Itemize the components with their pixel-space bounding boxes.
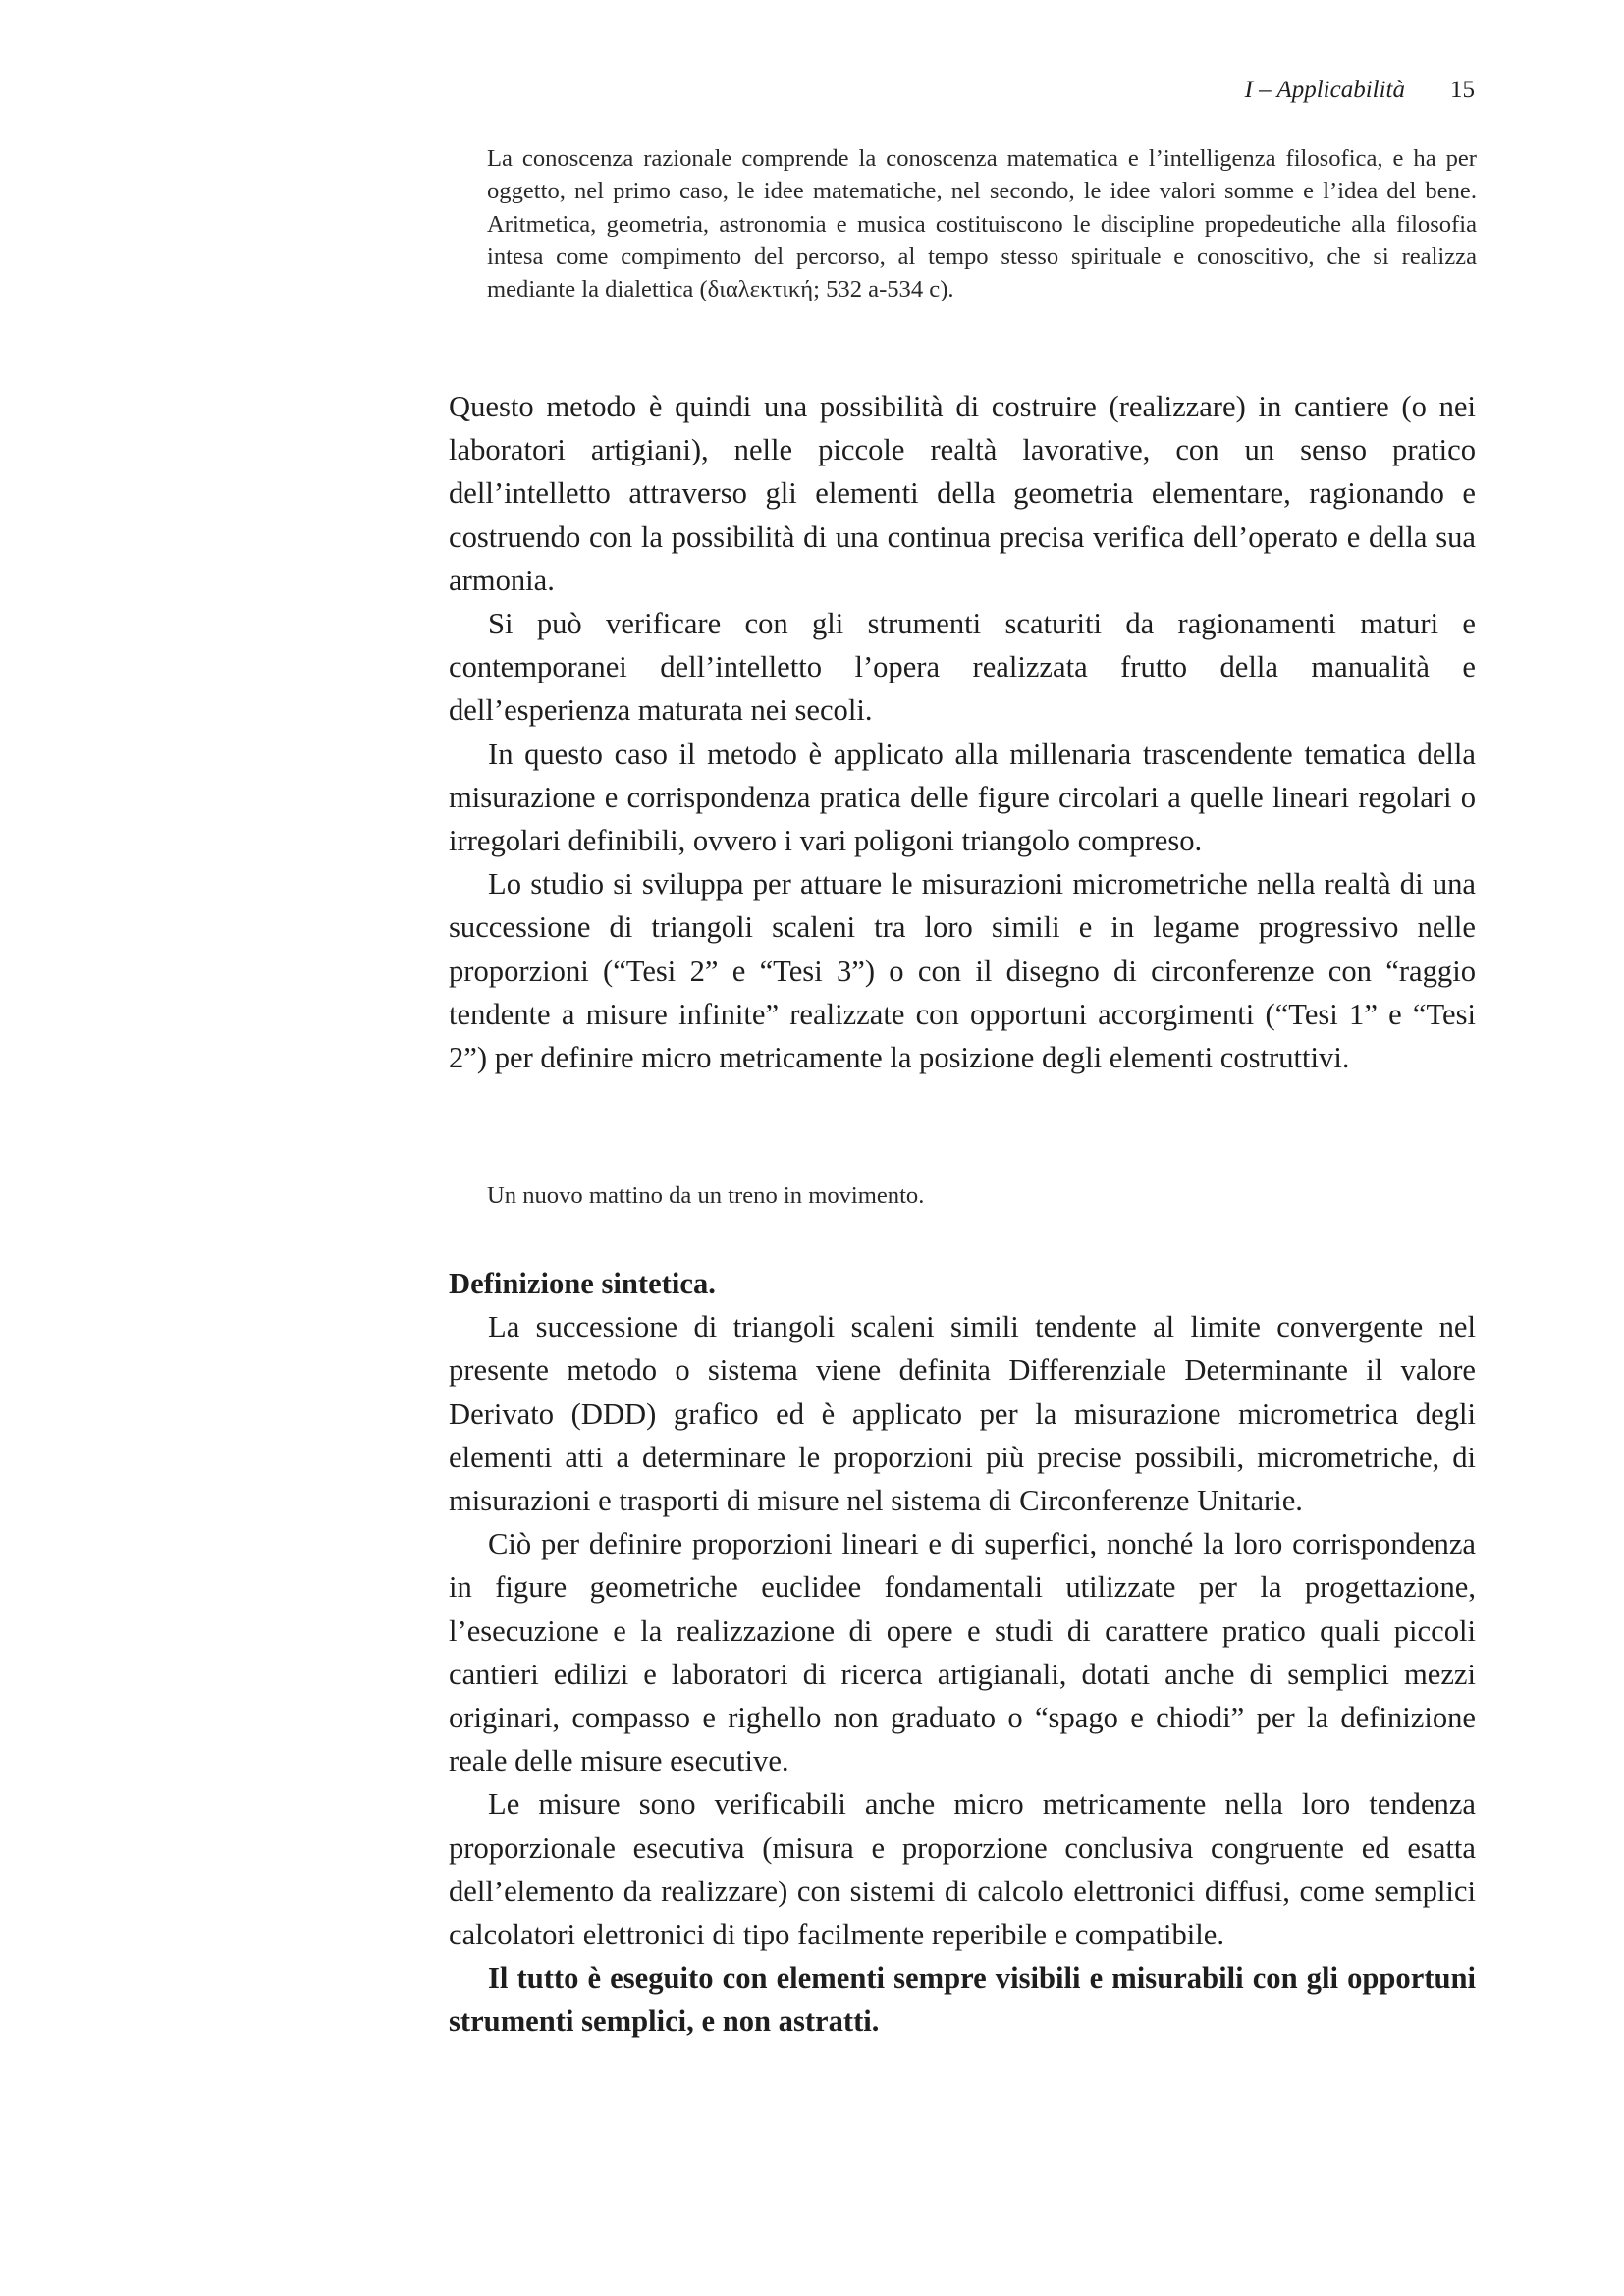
body-paragraph: Si può verificare con gli strumenti scaturiti da ragionamenti maturi e contemporanei dell’intelletto l’opera realizzata frutto della manualità e dell’esperienza maturata nei secoli.: [449, 607, 1476, 728]
section-paragraph-bold: Il tutto è eseguito con elementi sempre visibili e misurabili con gli opportuni strumenti semplici, e non astratti.: [449, 1961, 1476, 2039]
block-quote-text: La conoscenza razionale comprende la conoscenza matematica e l’intelligenza filosofica, e ha per oggetto, nel primo caso, le idee matematiche, nel secondo, le idee valori somme e l’idea del bene. Aritmetica, geometria, astronomia e musica costituiscono le discipline propedeutiche alla filosofia intesa come compimento del percorso, al tempo stesso spirituale e conoscitivo, che si realizza mediante la dialettica (διαλεκτική; 532 a-534 c).: [487, 145, 1477, 303]
section-paragraph: La successione di triangoli scaleni simili tendente al limite convergente nel presente metodo o sistema viene definita Differenziale Determinante il valore Derivato (DDD) grafico ed è applicato per la misurazione micrometrica degli elementi atti a determinare le proporzioni più precise possibili, micrometriche, di misurazioni e trasporti di misure nel sistema di Circonferenze Unitarie.: [449, 1310, 1476, 1518]
block-quote: [487, 142, 1477, 305]
body-paragraph: Questo metodo è quindi una possibilità di costruire (realizzare) in cantiere (o nei laboratori artigiani), nelle piccole realtà lavorative, con un senso pratico dell’intelletto attraverso gli elementi della geometria elementare, ragionando e costruendo con la possibilità di una continua precisa verifica dell’operato e della sua armonia.: [449, 390, 1476, 597]
section-heading: Definizione sintetica.: [449, 1267, 716, 1300]
section-paragraph: Le misure sono verificabili anche micro metricamente nella loro tendenza proporzionale esecutiva (misura e proporzione conclusiva congruente ed esatta dell’elemento da realizzare) con sistemi di calcolo elettronici diffusi, come semplici calcolatori elettronici di tipo facilmente reperibile e compatibile.: [449, 1787, 1476, 1952]
running-head-section: I – Applicabilità: [1244, 77, 1405, 103]
body-text: [449, 385, 1476, 1079]
section-paragraph: Ciò per definire proporzioni lineari e di superfici, nonché la loro corrispondenza in figure geometriche euclidee fondamentali utilizzate per la progettazione, l’esecuzione e la realizzazione di opere e studi di carattere pratico quali piccoli cantieri edilizi e laboratori di ricerca artigianali, dotati anche di semplici mezzi originari, compasso e righello non graduato o “spago e chiodi” per la definizione reale delle misure esecutive.: [449, 1527, 1476, 1778]
body-paragraph: Lo studio si sviluppa per attuare le misurazioni micrometriche nella realtà di una successione di triangoli scaleni tra loro simili e in legame progressivo nelle proporzioni (“Tesi 2” e “Tesi 3”) o con il disegno di circonferenze con “raggio tendente a misure infinite” realizzate con opportuni accorgimenti (“Tesi 1” e “Tesi 2”) per definire micro metricamente la posizione degli elementi costruttivi.: [449, 867, 1476, 1075]
page-number: 15: [1450, 77, 1475, 103]
section-definizione: [449, 1262, 1476, 2044]
body-paragraph: In questo caso il metodo è applicato alla millenaria trascendente tematica della misurazione e corrispondenza pratica delle figure circolari a quelle lineari regolari o irregolari definibili, ovvero i vari poligoni triangolo compreso.: [449, 737, 1476, 858]
epigraph: Un nuovo mattino da un treno in movimento.: [487, 1182, 925, 1209]
running-head: [1080, 71, 1475, 110]
